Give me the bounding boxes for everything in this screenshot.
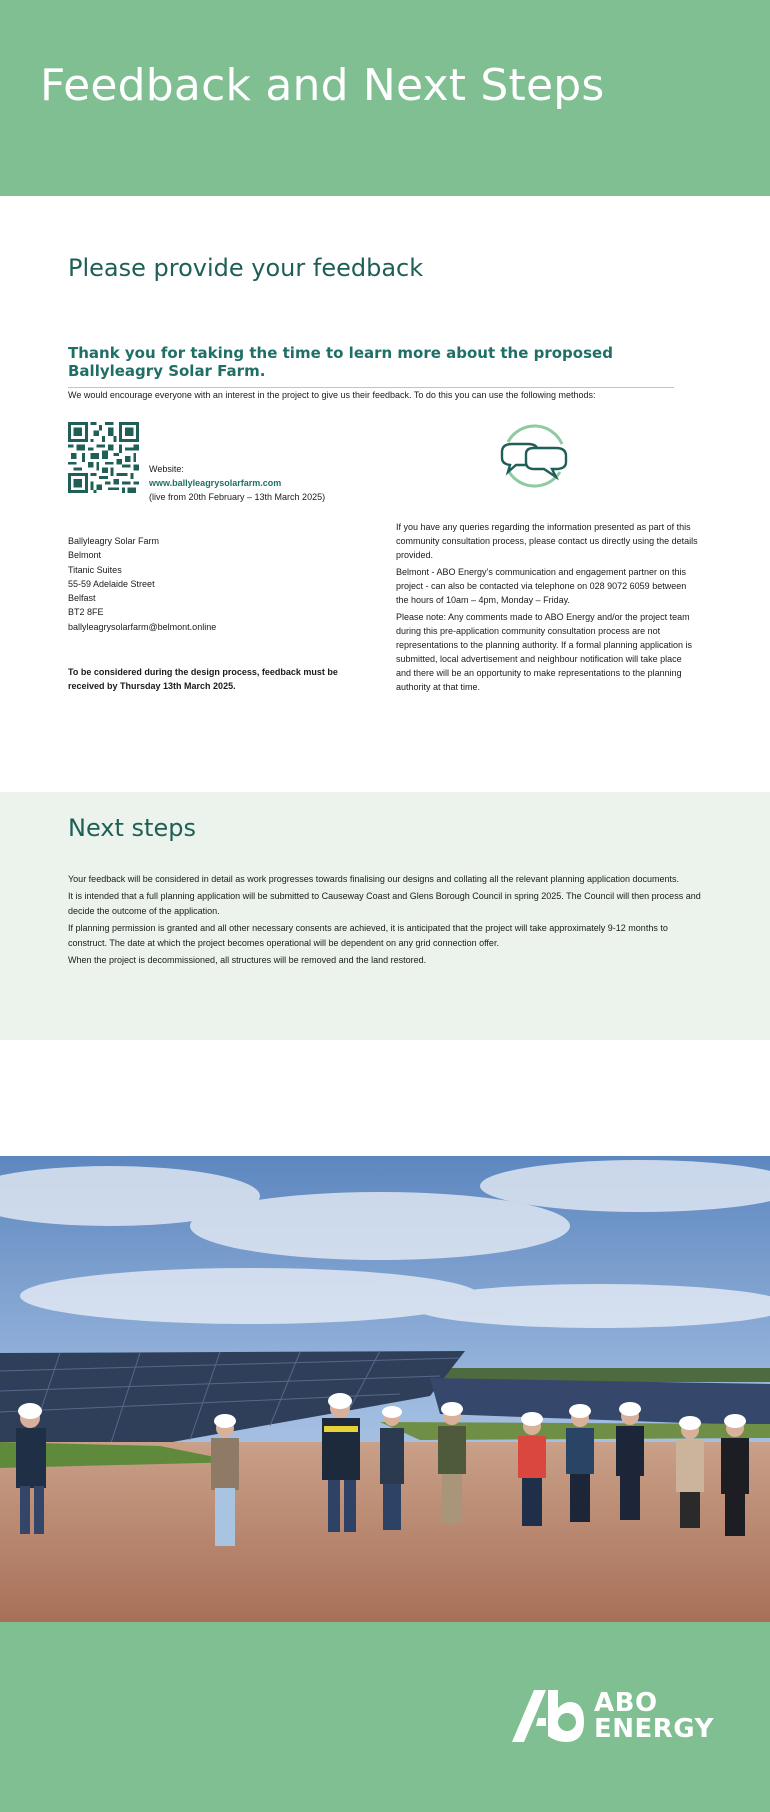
- website-availability: (live from 20th February – 13th March 2025): [149, 492, 326, 502]
- address-line: Titanic Suites: [68, 564, 122, 575]
- logo-line-abo: ABO: [594, 1688, 658, 1718]
- feedback-heading: Please provide your feedback: [68, 254, 424, 282]
- solar-farm-visit-photo: [0, 1156, 770, 1622]
- next-steps-heading: Next steps: [68, 814, 196, 842]
- feedback-intro: We would encourage everyone with an interest in the project to give us their feedback. To do this you can use the following methods:: [68, 390, 596, 400]
- address-line: 55-59 Adelaide Street: [68, 578, 155, 589]
- website-contact: [149, 462, 325, 504]
- footer-banner: [0, 1622, 770, 1812]
- next-steps-paragraph: It is intended that a full planning application will be submitted to Causeway Coast and Glens Borough Council in spring 2025. The Council will then process and decide the outcome of the application.: [68, 890, 701, 916]
- chat-bubbles-icon: [496, 424, 572, 490]
- next-steps-section: [0, 792, 770, 1040]
- next-steps-paragraph: Your feedback will be considered in detail as work progresses towards finalising our designs and collating all the relevant planning application documents.: [68, 874, 680, 884]
- abo-energy-logo: [510, 1688, 730, 1748]
- feedback-deadline: To be considered during the design process, feedback must be received by Thursday 13th March 2025.: [68, 667, 338, 691]
- address-line: BT2 8FE: [68, 607, 104, 618]
- abo-energy-logo-mark: [510, 1688, 586, 1744]
- feedback-subheading: Thank you for taking the time to learn more about the proposed Ballyleagry Solar Farm.: [68, 344, 674, 388]
- feedback-section: [0, 196, 770, 792]
- qr-code-icon[interactable]: [68, 422, 139, 493]
- next-steps-body: [68, 872, 708, 969]
- postal-address: [68, 534, 216, 634]
- please-note-paragraph: Please note: Any comments made to ABO Energy and/or the project team during this pre-application community consultation process are not representations to the planning authority. If a formal planning application is submitted, local advertisement and neighbour notification will take place and there will be an opportunity to make representations to the planning authority at that time.: [396, 612, 693, 692]
- page-title: Feedback and Next Steps: [40, 60, 605, 111]
- website-label: Website:: [149, 464, 184, 474]
- header-banner: [0, 0, 770, 196]
- logo-wordmark: [594, 1690, 714, 1742]
- website-link[interactable]: www.ballyleagrysolarfarm.com: [149, 478, 282, 488]
- address-line: Ballyleagry Solar Farm: [68, 536, 160, 546]
- address-line: Belfast: [68, 593, 96, 604]
- queries-text: [396, 520, 698, 697]
- address-line: Belmont: [68, 550, 102, 561]
- contact-partner-paragraph: Belmont - ABO Energy’s communication and engagement partner on this project - can also be contacted via telephone on 028 9072 6059 between the hours of 10am – 4pm, Monday – Friday.: [396, 567, 687, 605]
- logo-line-energy: ENERGY: [594, 1714, 714, 1744]
- next-steps-paragraph: If planning permission is granted and all other necessary consents are achieved, it is anticipated that the project will take approximately 9-12 months to construct. The date at which the project becomes operational will be dependent on any grid connection offer.: [68, 922, 668, 948]
- queries-paragraph: If you have any queries regarding the information presented as part of this community consultation process, please contact us directly using the details provided.: [396, 522, 698, 560]
- next-steps-paragraph: When the project is decommissioned, all structures will be removed and the land restored.: [68, 954, 427, 965]
- contact-email[interactable]: ballyleagrysolarfarm@belmont.online: [68, 621, 217, 632]
